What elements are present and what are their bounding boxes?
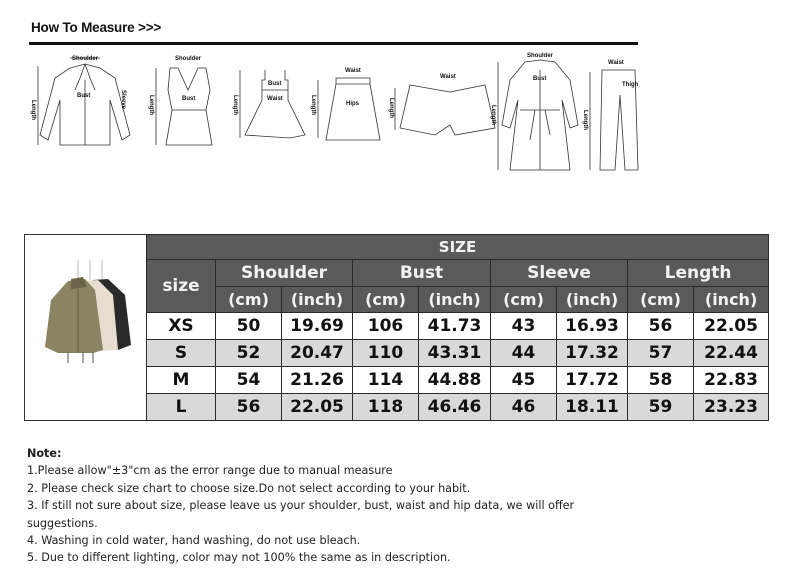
size-label: M <box>147 367 216 394</box>
note-line: 1.Please allow"±3"cm as the error range due to manual measure <box>27 464 393 478</box>
table-cell: 57 <box>628 340 694 367</box>
table-row-xs <box>147 313 769 340</box>
table-cell: 46.46 <box>419 394 491 421</box>
unit-inch: (inch) <box>419 287 491 313</box>
svg-text:Length: Length <box>490 105 496 125</box>
length-header: Length <box>628 260 769 287</box>
svg-text:Bust: Bust <box>268 81 282 87</box>
unit-cm: (cm) <box>491 287 557 313</box>
svg-text:Shoulder: Shoulder <box>527 53 554 59</box>
svg-text:Shoulder: Shoulder <box>175 56 202 62</box>
size-label: XS <box>147 313 216 340</box>
coat-sketch-icon <box>490 53 578 170</box>
unit-cm: (cm) <box>628 287 694 313</box>
table-cell: 54 <box>216 367 282 394</box>
table-cell: 118 <box>353 394 419 421</box>
unit-inch: (inch) <box>557 287 628 313</box>
svg-text:Bust: Bust <box>77 93 91 99</box>
unit-cm: (cm) <box>216 287 282 313</box>
size-title: SIZE <box>147 235 769 260</box>
svg-text:Waist: Waist <box>345 68 361 74</box>
size-label: L <box>147 394 216 421</box>
svg-text:Length: Length <box>148 95 154 115</box>
table-cell: 50 <box>216 313 282 340</box>
table-cell: 58 <box>628 367 694 394</box>
table-cell: 23.23 <box>694 394 769 421</box>
svg-text:Thigh: Thigh <box>622 82 639 88</box>
table-cell: 44 <box>491 340 557 367</box>
table-cell: 41.73 <box>419 313 491 340</box>
sleeve-header: Sleeve <box>491 260 628 287</box>
bust-header: Bust <box>353 260 491 287</box>
note-line: 4. Washing in cold water, hand washing, do not use bleach. <box>27 534 361 548</box>
table-cell: 21.26 <box>282 367 353 394</box>
table-cell: 46 <box>491 394 557 421</box>
table-row-m <box>147 367 769 394</box>
table-row-l <box>147 394 769 421</box>
table-cell: 59 <box>628 394 694 421</box>
table-cell: 16.93 <box>557 313 628 340</box>
table-cell: 18.11 <box>557 394 628 421</box>
blouse-sketch-icon <box>30 56 130 145</box>
table-cell: 19.69 <box>282 313 353 340</box>
dress-sketch-icon <box>232 70 305 138</box>
size-column-header: size <box>147 260 216 313</box>
table-cell: 45 <box>491 367 557 394</box>
table-cell: 56 <box>216 394 282 421</box>
table-cell: 20.47 <box>282 340 353 367</box>
table-cell: 22.05 <box>694 313 769 340</box>
table-cell: 17.32 <box>557 340 628 367</box>
measurement-sketches <box>30 50 640 185</box>
unit-cm: (cm) <box>353 287 419 313</box>
table-cell: 106 <box>353 313 419 340</box>
tank-top-sketch-icon <box>148 56 212 145</box>
svg-text:Waist: Waist <box>267 96 283 102</box>
size-label: S <box>147 340 216 367</box>
svg-text:Length: Length <box>310 95 316 115</box>
svg-text:Sleeve: Sleeve <box>120 90 126 110</box>
table-cell: 43.31 <box>419 340 491 367</box>
svg-text:Waist: Waist <box>440 74 456 80</box>
table-cell: 114 <box>353 367 419 394</box>
size-chart-table <box>146 234 769 421</box>
svg-text:Hips: Hips <box>346 101 360 107</box>
table-cell: 110 <box>353 340 419 367</box>
table-cell: 17.72 <box>557 367 628 394</box>
pants-sketch-icon <box>582 60 639 170</box>
shorts-sketch-icon <box>388 74 495 135</box>
shoulder-header: Shoulder <box>216 260 353 287</box>
svg-text:Length: Length <box>30 100 36 120</box>
product-image <box>24 234 146 421</box>
table-cell: 43 <box>491 313 557 340</box>
svg-text:Bust: Bust <box>533 76 547 82</box>
notes-section <box>27 445 627 567</box>
note-line: 5. Due to different lighting, color may not 100% the same as in description. <box>27 551 451 565</box>
unit-inch: (inch) <box>694 287 769 313</box>
table-cell: 52 <box>216 340 282 367</box>
title-divider <box>29 42 638 45</box>
svg-text:Waist: Waist <box>608 60 624 66</box>
table-cell: 56 <box>628 313 694 340</box>
svg-text:Length: Length <box>388 98 394 118</box>
unit-inch: (inch) <box>282 287 353 313</box>
svg-text:Bust: Bust <box>182 96 196 102</box>
note-line: 3. If still not sure about size, please leave us your shoulder, bust, waist and hip data, we will offer <box>27 499 575 513</box>
table-cell: 22.44 <box>694 340 769 367</box>
note-line: 2. Please check size chart to choose size.Do not select according to your habit. <box>27 481 471 495</box>
table-cell: 44.88 <box>419 367 491 394</box>
svg-text:Length: Length <box>232 95 238 115</box>
table-row-s <box>147 340 769 367</box>
notes-title: Note: <box>27 447 62 460</box>
note-line: suggestions. <box>27 516 98 530</box>
svg-text:Shoulder: Shoulder <box>72 56 99 62</box>
how-to-measure-title: How To Measure >>> <box>31 20 162 35</box>
table-cell: 22.83 <box>694 367 769 394</box>
table-cell: 22.05 <box>282 394 353 421</box>
skirt-sketch-icon <box>310 68 380 140</box>
svg-text:Length: Length <box>582 110 588 130</box>
jackets-photo-icon <box>33 255 138 380</box>
